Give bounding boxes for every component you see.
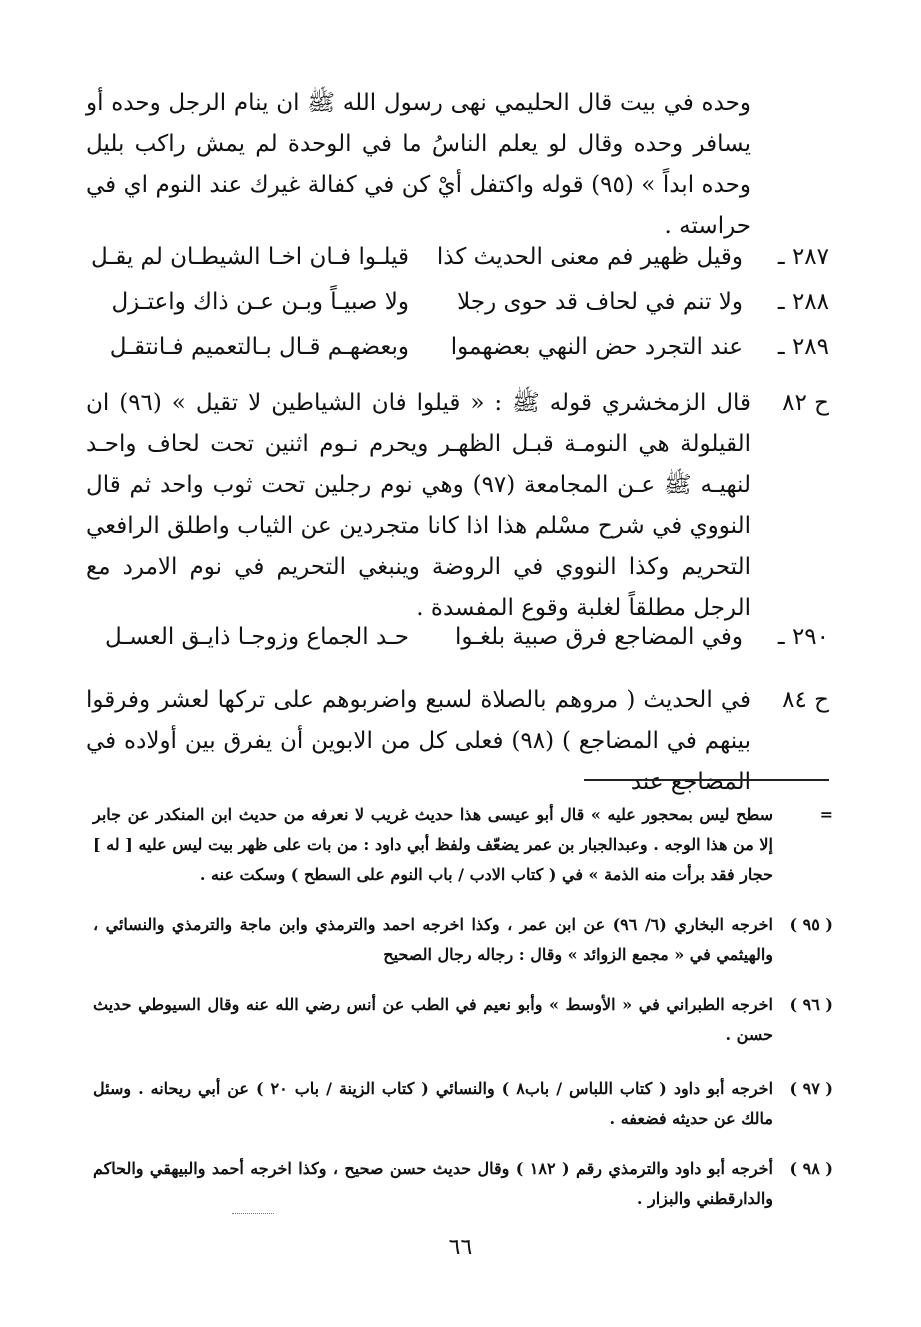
verse-second-hemistich: حـد الجماع وزوجـا ذايـق العسـل bbox=[105, 624, 409, 650]
footnote-marker: ( ٩٨ ) bbox=[789, 1159, 833, 1178]
verse-second-hemistich: ولا صبيـاً وبـن عـن ذاك واعتـزل bbox=[111, 289, 409, 315]
page-number: ٦٦ bbox=[448, 1235, 473, 1260]
footnote bbox=[93, 800, 833, 890]
footnote-marker: ( ٩٧ ) bbox=[789, 1079, 833, 1098]
footnote-text: اخرجه أبو داود ( كتاب اللباس / باب٨ ) والنسائي ( كتاب الزينة / باب ٢٠ ) عن أبي ريحانه . وسئل مالك عن حديثه فضعفه . bbox=[93, 1079, 774, 1128]
footnote-marker: ( ٩٦ ) bbox=[789, 995, 833, 1014]
verse-number: ٢٨٧ ـ bbox=[777, 244, 829, 270]
footnote bbox=[93, 1154, 833, 1214]
verse-first-hemistich: عند التجرد حض النهي بعضهموا bbox=[450, 334, 743, 360]
verse-first-hemistich: وقيل ظهير فم معنى الحديث كذا bbox=[436, 244, 743, 270]
verse-row bbox=[84, 324, 829, 370]
verse-number: ٢٨٨ ـ bbox=[777, 289, 829, 315]
verse-number: ٢٩٠ ـ bbox=[777, 624, 829, 650]
intro-paragraph: وحده في بيت قال الحليمي نهى رسول الله ﷺ ان ينام الرجل وحده أو يسافر وحده وقال لو يعلم الناسُ ما في الوحدة لم يمش راكب بليل وحده ابداً » (٩٥) قوله واكتفل أيْ كن في كفالة غيرك عند النوم اي في حراسته . bbox=[86, 90, 751, 239]
footnote bbox=[93, 1074, 833, 1134]
footnote-marker: ( ٩٥ ) bbox=[789, 915, 833, 934]
footnote-marker: = bbox=[819, 805, 833, 824]
verse-row bbox=[84, 614, 829, 660]
commentary-marker: ح ٨٢ bbox=[782, 390, 829, 416]
footnote-text: سطح ليس بمحجور عليه » قال أبو عيسى هذا حديث غريب لا نعرفه من حديث ابن المنكدر عن جابر إلا من هذا الوجه . وعبدالجبار بن عمر يضعّف ولفظ أبي داود : من بات على ظهر بيت ليس عليه [ له ] حجار فقد برأت منه الذمة » في ( كتاب الادب / باب النوم على السطح ) وسكت عنه . bbox=[93, 805, 773, 884]
commentary-marker: ح ٨٤ bbox=[782, 687, 829, 713]
scan-mark bbox=[232, 1213, 274, 1214]
verse-row bbox=[84, 234, 829, 280]
footnote-text: أخرجه أبو داود والترمذي رقم ( ١٨٢ ) وقال حديث حسن صحيح ، وكذا اخرجه أحمد والبيهقي والحاكم والدارقطني والبزار . bbox=[93, 1159, 774, 1208]
verse-first-hemistich: وفي المضاجع فرق صبية بلغـوا bbox=[454, 624, 743, 650]
footnote-separator bbox=[584, 779, 829, 781]
verse-second-hemistich: قيلـوا فـان اخـا الشيطـان لم يقـل bbox=[91, 244, 409, 270]
footnote bbox=[93, 990, 833, 1050]
footnote bbox=[93, 910, 833, 970]
verse-number: ٢٨٩ ـ bbox=[777, 334, 829, 360]
verse-row bbox=[84, 279, 829, 325]
commentary-paragraph: قال الزمخشري قوله ﷺ : « قيلوا فان الشياطين لا تقيل » (٩٦) ان القيلولة هي النومـة قبـل الظهـر ويحرم نـوم اثنين تحت لحاف واحـد لنهيـه ﷺ عـن المجامعة (٩٧) وهي نوم رجلين تحت ثوب واحد ثم قال النووي في شرح مسْلم هذا اذا كانا متجردين عن الثياب واطلق الرافعي التحريم وكذا النووي في الروضة وينبغي التحريم في نوم الامرد مع الرجل مطلقاً لغلبة وقوع المفسدة . bbox=[86, 390, 752, 621]
verse-second-hemistich: وبعضهـم قـال بـالتعميم فـانتقـل bbox=[109, 334, 409, 360]
commentary-paragraph: في الحديث ( مروهم بالصلاة لسبع واضربوهم على تركها لعشر وفرقوا بينهم في المضاجع ) (٩٨) فعلى كل من الابوين أن يفرق بين أولاده في المضاجع عند bbox=[86, 687, 751, 795]
footnote-text: اخرجه البخاري (٦/ ٩٦) عن ابن عمر ، وكذا اخرجه احمد والترمذي وابن ماجة والترمذي والنسائي ، والهيثمي في « مجمع الزوائد » وقال : رجاله رجال الصحيح bbox=[93, 915, 773, 964]
verse-first-hemistich: ولا تنم في لحاف قد حوى رجلا bbox=[457, 289, 743, 315]
footnote-text: اخرجه الطبراني في « الأوسط » وأبو نعيم في الطب عن أنس رضي الله عنه وقال السيوطي حديث حسن . bbox=[93, 995, 773, 1044]
